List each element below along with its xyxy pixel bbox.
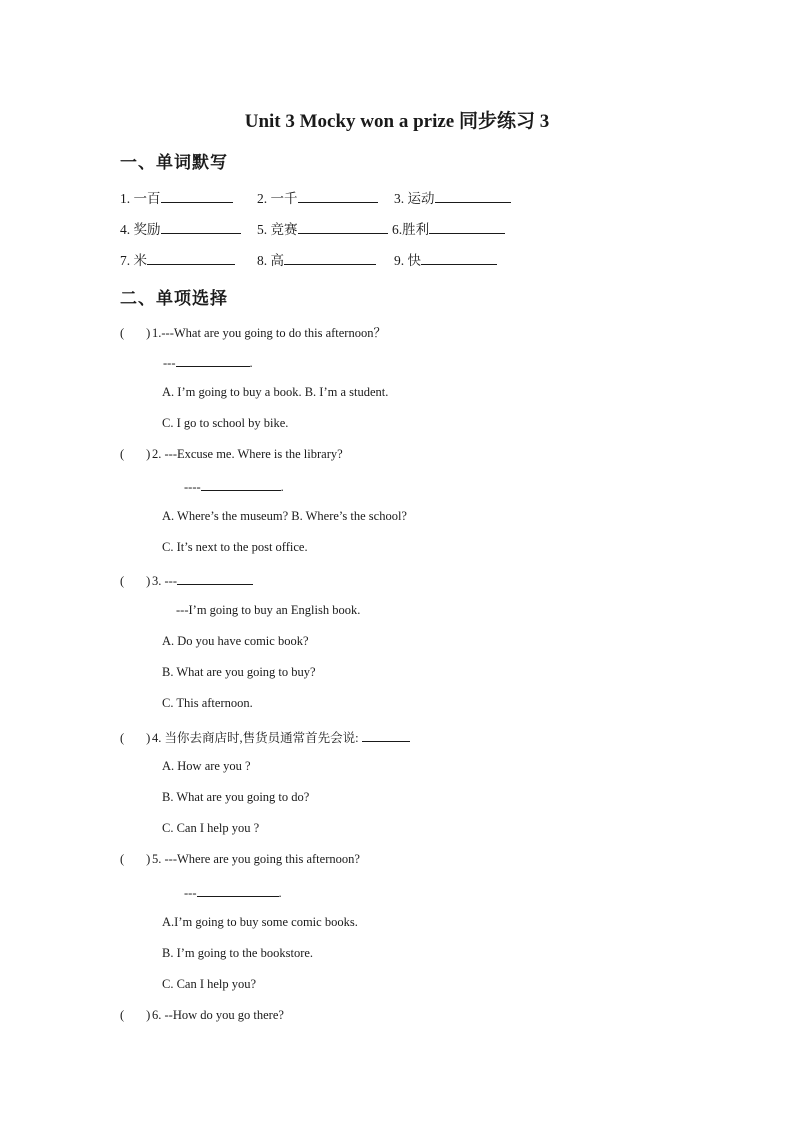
vocab-item [394, 187, 511, 207]
item-number: 4. [120, 222, 131, 237]
option-line: C. Can I help you ? [162, 821, 260, 835]
answer-blank[interactable] [176, 354, 250, 367]
item-number: 6. [392, 222, 403, 237]
question-stem: ( ) 4. 当你去商店时,售货员通常首先会说: [120, 728, 410, 746]
answer-blank[interactable] [161, 190, 233, 203]
option-line: A. How are you ? [162, 759, 251, 773]
vocab-item [394, 249, 497, 269]
answer-line: ---- . [184, 480, 284, 494]
vocab-item [257, 187, 378, 207]
answer-paren[interactable]: ( ) [120, 852, 151, 866]
answer-paren[interactable]: ( ) [120, 326, 151, 340]
answer-blank[interactable] [284, 252, 376, 265]
answer-blank[interactable] [147, 252, 235, 265]
vocab-word: 一百 [133, 191, 161, 206]
option-line: A. Where’s the museum? B. Where’s the school? [162, 509, 407, 523]
option-line: C. This afternoon. [162, 696, 253, 710]
answer-blank[interactable] [197, 884, 279, 897]
answer-blank[interactable] [298, 221, 388, 234]
answer-blank[interactable] [362, 729, 410, 742]
option-line: A. I’m going to buy a book. B. I’m a student. [162, 385, 389, 399]
answer-blank[interactable] [421, 252, 497, 265]
option-line: B. What are you going to buy? [162, 665, 316, 679]
answer-blank[interactable] [298, 190, 378, 203]
option-line: C. It’s next to the post office. [162, 540, 308, 554]
option-line: C. Can I help you? [162, 977, 257, 991]
answer-line: --- . [163, 356, 253, 370]
page-title: Unit 3 Mocky won a prize 同步练习 3 [244, 111, 550, 132]
option-line: B. What are you going to do? [162, 790, 310, 804]
vocab-item [257, 249, 376, 269]
answer-paren[interactable]: ( ) [120, 447, 151, 461]
item-number: 9. [394, 253, 405, 268]
item-number: 5. [257, 222, 268, 237]
answer-paren[interactable]: ( ) [120, 1008, 151, 1022]
question-stem: ( ) 1.---What are you going to do this afternoon？ [120, 326, 386, 340]
option-line: A. Do you have comic book? [162, 634, 309, 648]
answer-line: --- . [184, 886, 282, 900]
option-line: B. I’m going to the bookstore. [162, 946, 314, 960]
vocab-word: 高 [270, 253, 284, 268]
question-stem: ( ) 5. ---Where are you going this afternoon? [120, 852, 360, 866]
answer-blank[interactable] [435, 190, 511, 203]
vocab-item [257, 218, 388, 238]
question-stem: ( ) 6. --How do you go there? [120, 1008, 284, 1022]
item-number: 7. [120, 253, 131, 268]
vocab-item [120, 249, 235, 269]
item-number: 3. [394, 191, 405, 206]
vocab-word: 奖励 [133, 222, 161, 237]
option-line: C. I go to school by bike. [162, 416, 289, 430]
vocab-word: 竞赛 [270, 222, 298, 237]
item-number: 1. [120, 191, 131, 206]
answer-paren[interactable]: ( ) [120, 731, 151, 745]
vocab-word: 米 [133, 253, 147, 268]
vocab-word: 一千 [270, 191, 298, 206]
vocab-item [392, 218, 505, 238]
question-stem: ( ) 3. --- [120, 572, 253, 589]
item-number: 8. [257, 253, 268, 268]
section-heading-vocabulary: 一、单词默写 [120, 153, 228, 173]
answer-blank[interactable] [177, 572, 253, 585]
option-line: A.I’m going to buy some comic books. [162, 915, 358, 929]
vocab-item [120, 187, 233, 207]
reply-line: ---I’m going to buy an English book. [176, 603, 361, 617]
vocab-word: 运动 [407, 191, 435, 206]
answer-blank[interactable] [201, 478, 281, 491]
answer-blank[interactable] [161, 221, 241, 234]
vocab-word: 胜利 [402, 222, 430, 237]
section-heading-multiple-choice: 二、单项选择 [120, 289, 228, 309]
item-number: 2. [257, 191, 268, 206]
answer-paren[interactable]: ( ) [120, 574, 151, 588]
vocab-word: 快 [407, 253, 421, 268]
answer-blank[interactable] [429, 221, 505, 234]
question-stem: ( ) 2. ---Excuse me. Where is the library? [120, 447, 343, 461]
vocab-item [120, 218, 241, 238]
